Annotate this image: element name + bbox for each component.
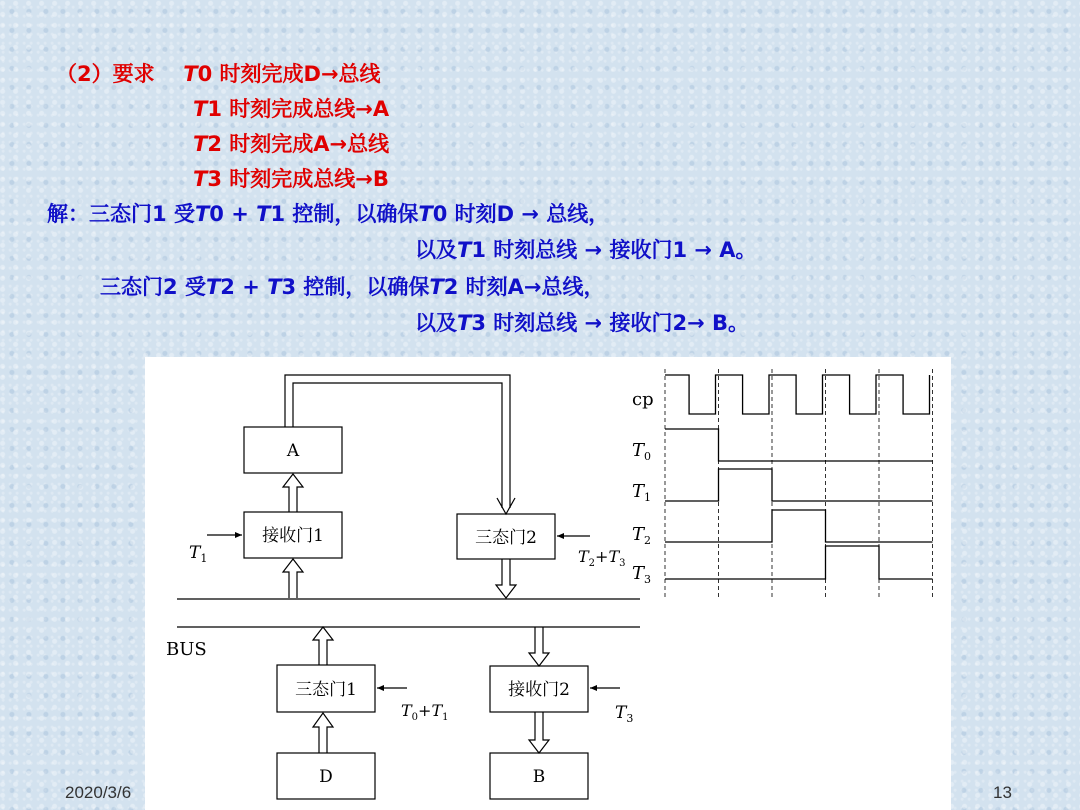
t3-signal-label: $T_3$: [615, 703, 634, 725]
requirement-line-2: [193, 134, 389, 155]
block-tristate-gate-2-label: 三态门2: [475, 528, 537, 548]
block-d-label: D: [319, 767, 333, 787]
receive1-to-a-arrow: [283, 474, 303, 512]
waveform-t3: [665, 546, 933, 579]
waveform-t2: [665, 510, 933, 542]
requirement-text: 时刻完成A→总线: [221, 132, 390, 156]
block-receive-gate-1-label: 接收门1: [262, 526, 324, 546]
solution-text: 1 控制，以确保: [270, 202, 419, 226]
block-a-label: A: [286, 441, 300, 461]
d-to-tristate1-arrow: [313, 713, 333, 753]
solution-line-2: [100, 277, 604, 298]
requirement-signal: T: [193, 97, 208, 121]
solution-line-1: [415, 240, 757, 261]
receive2-to-b-arrow: [529, 712, 549, 753]
requirement-text: 时刻完成D→总线: [212, 62, 381, 86]
solution-text: 2 +: [220, 275, 268, 299]
timing-diagram: [632, 369, 933, 600]
footer-date: 2020/3/6: [65, 783, 132, 802]
requirement-line-3: [193, 169, 389, 190]
solution-text: 0 时刻D → 总线，: [432, 202, 610, 226]
footer-page-number: 13: [993, 783, 1012, 802]
tristate1-to-bus-arrow: [313, 627, 333, 665]
bus-to-receive1-arrow: [283, 559, 303, 598]
requirement-index: 2: [207, 132, 222, 156]
solution-line-0: [47, 204, 609, 225]
t1-signal-label: $T_1$: [189, 543, 208, 565]
solution-signal: T: [205, 275, 221, 299]
figure-svg: [145, 357, 951, 810]
solution-signal: T: [194, 202, 210, 226]
requirement-index: 0: [197, 62, 213, 86]
solution-text: 3 控制，以确保: [281, 275, 430, 299]
tristate2-input-arrow: [497, 498, 515, 514]
clock-waveform: [665, 375, 930, 414]
a-to-tristate2-path-inner: [293, 383, 502, 508]
solution-line-3: [415, 313, 749, 334]
timing-label: cp: [632, 389, 654, 410]
timing-label: $T_0$: [632, 440, 652, 463]
solution-signal: T: [457, 238, 472, 262]
bus-label: BUS: [166, 639, 207, 660]
block-b-label: B: [532, 767, 546, 787]
solution-text: 2 时刻A→总线，: [443, 275, 605, 299]
requirement-line-1: [193, 99, 389, 120]
requirement-index: 3: [207, 167, 222, 191]
solution-text: 解：三态门1 受: [47, 202, 195, 226]
block-tristate-gate-1-label: 三态门1: [295, 680, 357, 700]
solution-text: 0 +: [209, 202, 257, 226]
requirement-signal: T: [193, 167, 208, 191]
requirement-text: 时刻完成总线→A: [221, 97, 390, 121]
solution-signal: T: [418, 202, 433, 226]
solution-text: 以及: [415, 311, 457, 335]
solution-text: 以及: [415, 238, 457, 262]
bus-to-receive2-arrow: [529, 627, 549, 666]
t2t3-signal-label: $T_2+T_3$: [578, 547, 626, 569]
timing-label: $T_1$: [632, 481, 652, 504]
requirement-line-0: [56, 64, 381, 85]
waveform-t1: [665, 469, 933, 501]
requirement-signal: T: [183, 62, 198, 86]
timing-label: $T_2$: [632, 524, 652, 547]
tristate2-to-bus-arrow: [496, 559, 516, 598]
t0t1-signal-label: $T_0+T_1$: [401, 701, 449, 723]
block-receive-gate-2-label: 接收门2: [508, 680, 570, 700]
timing-label: $T_3$: [632, 563, 652, 586]
solution-text: 三态门2 受: [100, 275, 206, 299]
solution-text: 1 时刻总线 → 接收门1 → A。: [471, 238, 757, 262]
solution-signal: T: [429, 275, 444, 299]
a-to-tristate2-path: [285, 375, 510, 508]
requirement-text: 时刻完成总线→B: [221, 167, 389, 191]
solution-signal: T: [256, 202, 271, 226]
waveform-t0: [665, 429, 933, 461]
requirement-signal: T: [193, 132, 208, 156]
requirement-lead: （2）要求: [56, 62, 155, 86]
requirement-index: 1: [207, 97, 222, 121]
solution-signal: T: [267, 275, 282, 299]
solution-signal: T: [457, 311, 472, 335]
bus-timing-figure: [145, 357, 951, 810]
solution-text: 3 时刻总线 → 接收门2→ B。: [471, 311, 749, 335]
